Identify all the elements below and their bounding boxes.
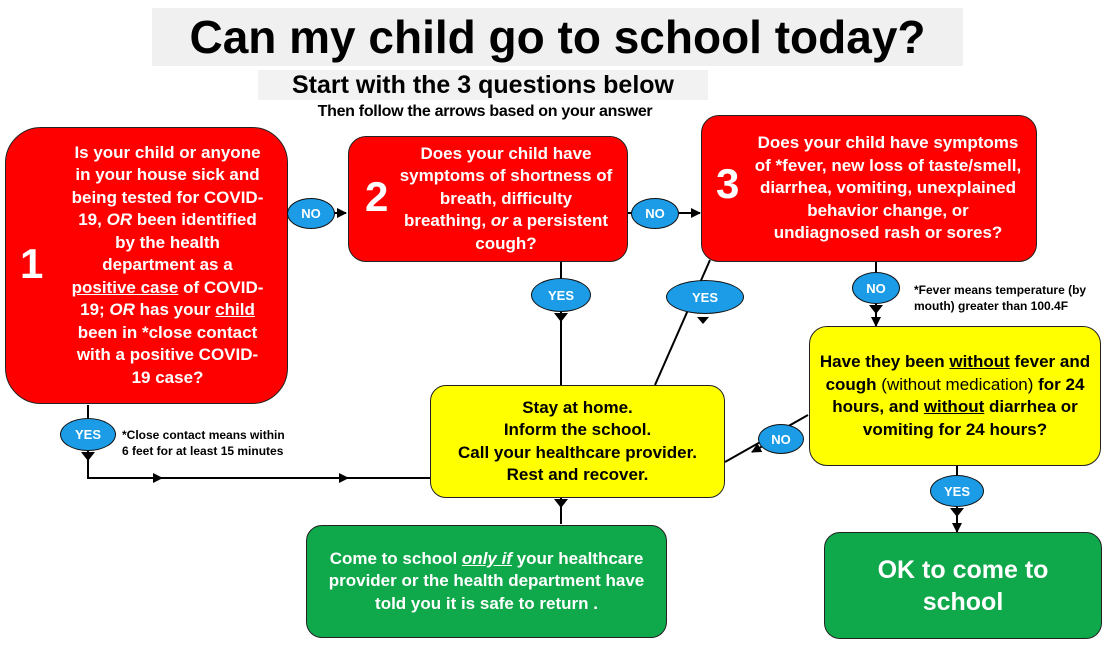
question-2-box xyxy=(348,136,628,262)
subtitle: Start with the 3 questions below xyxy=(258,70,708,100)
yes-oval-q4: YES xyxy=(930,475,984,507)
question-3-number: 3 xyxy=(716,160,740,207)
stay-home-line-2: Inform the school. xyxy=(503,420,652,439)
no-oval-q4: NO xyxy=(758,424,804,454)
question-3-box xyxy=(701,115,1037,262)
stay-home-line-1: Stay at home. xyxy=(522,397,633,417)
ok-to-come-text: OK to come to school xyxy=(877,555,1049,616)
close-contact-note: *Close contact means within 6 feet for at least 15 minutes xyxy=(122,428,285,458)
come-to-school-conditional-text: Come to school only if your healthcare provider or the health department have told you it is safe to return . xyxy=(328,548,645,613)
ok-to-come-box xyxy=(824,532,1102,639)
question-1-number: 1 xyxy=(20,240,44,287)
yes-oval-q3: YES xyxy=(666,280,744,314)
no-oval-q2: NO xyxy=(631,198,679,229)
question-2-text: Does your child have symptoms of shortness of breath, difficulty breathing, or a persistent cough? xyxy=(399,143,613,253)
yes-oval-q2: YES xyxy=(531,278,591,312)
yes-oval-q1: YES xyxy=(60,418,116,451)
come-to-school-conditional-box xyxy=(306,525,667,638)
subtitle-note: Then follow the arrows based on your answer xyxy=(317,103,653,120)
question-1-box xyxy=(5,127,288,404)
no-oval-q3: NO xyxy=(852,272,900,304)
no-oval-q1: NO xyxy=(287,198,335,229)
question-1-text: Is your child or anyone in your house sick and being tested for COVID-19, OR been identified by the health department as a positive case of COVID-19; OR has your child been in *close contact with a positive COVID-19 case? xyxy=(71,142,264,387)
stay-home-line-3: Call your healthcare provider. xyxy=(457,442,698,462)
question-3-text: Does your child have symptoms of *fever, new loss of taste/smell, diarrhea, vomiting, unexplained behavior change, or undiagnosed rash or sores? xyxy=(754,133,1022,243)
question-4-box xyxy=(809,326,1101,466)
stay-home-box xyxy=(430,385,725,498)
question-2-number: 2 xyxy=(365,173,389,220)
stay-home-line-4: Rest and recover. xyxy=(506,465,649,484)
question-4-text: Have they been without fever and cough (without medication) for 24 hours, and without diarrhea or vomiting for 24 hours? xyxy=(819,352,1091,439)
page-title: Can my child go to school today? xyxy=(152,8,963,66)
fever-note: *Fever means temperature (by mouth) greater than 100.4F xyxy=(914,283,1087,313)
